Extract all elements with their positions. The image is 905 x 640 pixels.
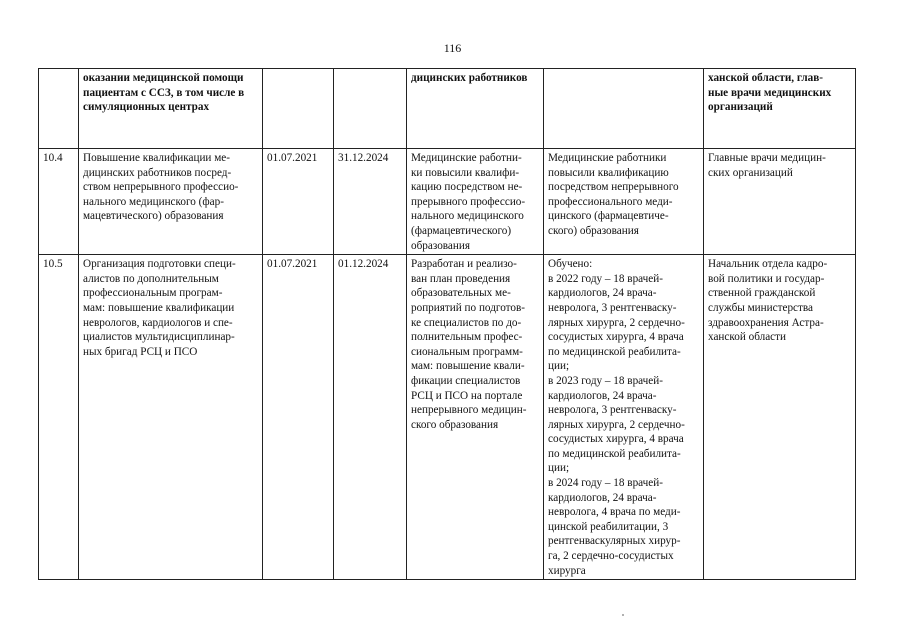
responsible-cell: ханской области, глав- ные врачи медицинских организаций (704, 69, 856, 149)
measure-cell: оказании медицинской помощи пациентам с ССЗ, в том числе в симуляционных центрах (79, 69, 263, 149)
table-row (39, 149, 856, 255)
indicator-cell: Обучено: в 2022 году – 18 врачей- кардиологов, 24 врача- невролога, 3 рентгенваску- лярных хирурга, 2 сердечно- сосудистых хирурга, 4 врача по медицинской реабилита- ции; в 2023 году – 18 врачей- кардиологов, 24 врача- невролога, 3 рентгенваску- лярных хирурга, 2 сердечно- сосудистых хирурга, 4 врача по медицинской реабилита- ции; в 2024 году – 18 врачей- кардиологов, 24 врача- невролога, 4 врача по меди- цинской реабилитации, 3 рентгенваскулярных хирур- га, 2 сердечно-сосудистых хирурга (544, 255, 704, 580)
responsible-cell: Начальник отдела кадро- вой политики и государ- ственной гражданской службы министерства здравоохранения Астра- ханской области (704, 255, 856, 580)
measure-cell: Повышение квалификации ме- дицинских работников посред- ством непрерывного профессио- нального медицинского (фар- мацевтического) образования (79, 149, 263, 255)
start-date-cell (263, 69, 334, 149)
start-date-cell: 01.07.2021 (263, 149, 334, 255)
expected-result-cell: Медицинские работни- ки повысили квалифи- кацию посредством не- прерывного профессио- нального медицинского (фармацевтического) образования (407, 149, 544, 255)
scan-speck (622, 614, 624, 616)
table-row (39, 69, 856, 149)
row-number-cell (39, 69, 79, 149)
page-number: 116 (443, 41, 462, 55)
measures-table (38, 68, 856, 580)
row-number-cell: 10.5 (39, 255, 79, 580)
end-date-cell: 31.12.2024 (334, 149, 407, 255)
end-date-cell: 01.12.2024 (334, 255, 407, 580)
expected-result-cell: дицинских работников (407, 69, 544, 149)
measure-cell: Организация подготовки специ- алистов по дополнительным профессиональным програм- мам: повышение квалификации неврологов, кардиологов и спе- циалистов мультидисциплинар- ных бригад РСЦ и ПСО (79, 255, 263, 580)
start-date-cell: 01.07.2021 (263, 255, 334, 580)
indicator-cell: Медицинские работники повысили квалификацию посредством непрерывного профессионального меди- цинского (фармацевтиче- ского) образования (544, 149, 704, 255)
indicator-cell (544, 69, 704, 149)
row-number-cell: 10.4 (39, 149, 79, 255)
table-row (39, 255, 856, 580)
expected-result-cell: Разработан и реализо- ван план проведения образовательных ме- роприятий по подготов- ке специалистов по до- полнительным профес- сиональным программ- мам: повышение квали- фикации специалистов РСЦ и ПСО на портале непрерывного медицин- ского образования (407, 255, 544, 580)
responsible-cell: Главные врачи медицин- ских организаций (704, 149, 856, 255)
end-date-cell (334, 69, 407, 149)
